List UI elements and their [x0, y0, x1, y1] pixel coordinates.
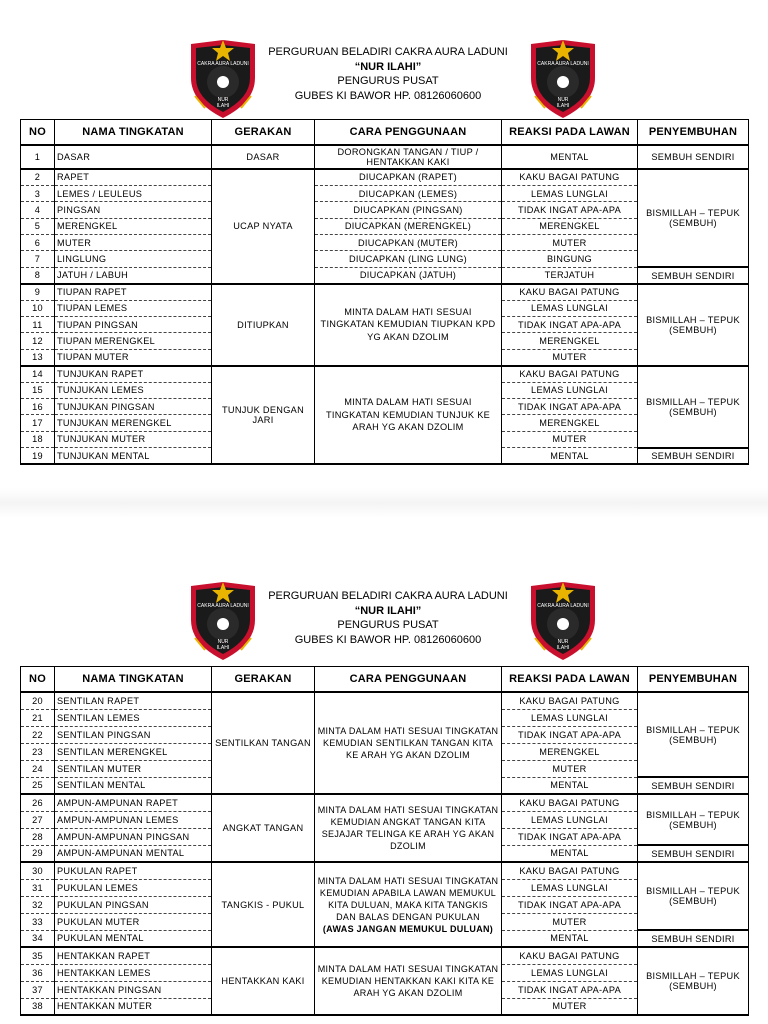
svg-text:NUR: NUR	[557, 639, 569, 645]
col-cara-penggunaan-header: CARA PENGGUNAAN	[315, 667, 502, 693]
nama-tingkatan-cell: DASAR	[55, 145, 212, 169]
penyembuhan-cell: SEMBUH SENDIRI	[638, 777, 749, 794]
cara-penggunaan-text: MINTA DALAM HATI SESUAI TINGKATAN KEMUDIAN TUNJUK KE ARAH YG AKAN DZOLIM	[325, 397, 491, 433]
penyembuhan-cell: SEMBUH SENDIRI	[638, 845, 749, 862]
row-number: 36	[21, 964, 55, 981]
cakra-aura-laduni-logo	[527, 38, 599, 120]
row-number: 31	[21, 879, 55, 896]
cara-penggunaan-cell: DIUCAPKAN (JATUH)	[315, 267, 502, 283]
nama-tingkatan-cell: TUNJUKAN MERENGKEL	[55, 415, 212, 431]
row-number: 20	[21, 692, 55, 709]
nama-tingkatan-cell: TIUPAN MERENGKEL	[55, 333, 212, 349]
reaksi-pada-lawan-cell: MUTER	[502, 998, 638, 1015]
row-number: 23	[21, 743, 55, 760]
cakra-aura-laduni-logo	[187, 580, 259, 662]
reaksi-pada-lawan-cell: MUTER	[502, 913, 638, 930]
row-number: 26	[21, 794, 55, 811]
reaksi-pada-lawan-cell: MUTER	[502, 760, 638, 777]
nama-tingkatan-cell: TUNJUKAN LEMES	[55, 382, 212, 398]
penyembuhan-cell: BISMILLAH – TEPUK (SEMBUH)	[638, 169, 749, 267]
gerakan-cell: HENTAKKAN KAKI	[212, 947, 315, 1015]
reaksi-pada-lawan-cell: LEMAS LUNGLAI	[502, 811, 638, 828]
svg-text:ILAHI: ILAHI	[216, 103, 230, 109]
cara-penggunaan-cell	[315, 947, 502, 1015]
reaksi-pada-lawan-cell: MERENGKEL	[502, 415, 638, 431]
nama-tingkatan-cell: LINGLUNG	[55, 251, 212, 267]
nama-tingkatan-cell: PINGSAN	[55, 202, 212, 218]
cara-penggunaan-text: MINTA DALAM HATI SESUAI TINGKATAN KEMUDIAN SENTILKAN TANGAN KITA KE ARAH YG AKAN DZOLIM	[317, 726, 499, 760]
org-board: PENGURUS PUSAT	[337, 75, 439, 87]
table-row	[21, 947, 749, 964]
table-header-row	[21, 667, 749, 693]
row-number: 33	[21, 913, 55, 930]
row-number: 32	[21, 896, 55, 913]
cara-penggunaan-cell: DIUCAPKAN (RAPET)	[315, 169, 502, 185]
cara-penggunaan-text: MINTA DALAM HATI SESUAI TINGKATAN KEMUDIAN APABILA LAWAN MEMUKUL KITA DULUAN, MAKA KITA TANGKIS DAN BALAS DENGAN PUKULAN	[317, 875, 499, 922]
table-row	[21, 692, 749, 709]
row-number: 24	[21, 760, 55, 777]
cara-penggunaan-text: MINTA DALAM HATI SESUAI TINGKATAN KEMUDIAN HENTAKKAN KAKI KITA KE ARAH YG AKAN DZOLIM	[317, 964, 499, 998]
row-number: 1	[21, 145, 55, 169]
reaksi-pada-lawan-cell: TIDAK INGAT APA-APA	[502, 202, 638, 218]
page-separator	[0, 488, 768, 518]
nama-tingkatan-cell: TUNJUKAN RAPET	[55, 366, 212, 382]
nama-tingkatan-cell: SENTILAN MENTAL	[55, 777, 212, 794]
page-header	[0, 0, 768, 120]
table-row	[21, 145, 749, 169]
header-text	[250, 45, 526, 103]
col-no-header: NO	[21, 667, 55, 693]
svg-text:NUR: NUR	[557, 97, 569, 103]
reaksi-pada-lawan-cell: KAKU BAGAI PATUNG	[502, 169, 638, 185]
reaksi-pada-lawan-cell: MENTAL	[502, 448, 638, 464]
svg-text:CAKRA AURA LADUNI: CAKRA AURA LADUNI	[537, 61, 589, 67]
reaksi-pada-lawan-cell: TIDAK INGAT APA-APA	[502, 726, 638, 743]
cara-penggunaan-cell	[315, 366, 502, 464]
row-number: 35	[21, 947, 55, 964]
row-number: 34	[21, 930, 55, 947]
reaksi-pada-lawan-cell: LEMAS LUNGLAI	[502, 709, 638, 726]
row-number: 14	[21, 366, 55, 382]
cakra-aura-laduni-logo	[527, 580, 599, 662]
cara-penggunaan-cell: DIUCAPKAN (LEMES)	[315, 185, 502, 201]
nama-tingkatan-cell: TIUPAN PINGSAN	[55, 317, 212, 333]
svg-text:CAKRA AURA LADUNI: CAKRA AURA LADUNI	[197, 603, 249, 609]
cara-penggunaan-cell	[315, 794, 502, 862]
row-number: 12	[21, 333, 55, 349]
table-row	[21, 169, 749, 185]
penyembuhan-cell: SEMBUH SENDIRI	[638, 267, 749, 283]
gerakan-cell: DITIUPKAN	[212, 284, 315, 366]
nama-tingkatan-cell: SENTILAN LEMES	[55, 709, 212, 726]
nama-tingkatan-cell: AMPUN-AMPUNAN MENTAL	[55, 845, 212, 862]
header-text	[250, 589, 526, 647]
page-header	[0, 548, 768, 668]
nama-tingkatan-cell: JATUH / LABUH	[55, 267, 212, 283]
cara-penggunaan-cell: DORONGKAN TANGAN / TIUP / HENTAKKAN KAKI	[315, 145, 502, 169]
nama-tingkatan-cell: PUKULAN PINGSAN	[55, 896, 212, 913]
cara-penggunaan-warning: (AWAS JANGAN MEMUKUL DULUAN)	[322, 923, 494, 934]
row-number: 13	[21, 349, 55, 365]
reaksi-pada-lawan-cell: LEMAS LUNGLAI	[502, 382, 638, 398]
nama-tingkatan-cell: HENTAKKAN MUTER	[55, 998, 212, 1015]
row-number: 25	[21, 777, 55, 794]
reaksi-pada-lawan-cell: TIDAK INGAT APA-APA	[502, 981, 638, 998]
org-name: PERGURUAN BELADIRI CAKRA AURA LADUNI	[268, 46, 508, 58]
penyembuhan-cell: SEMBUH SENDIRI	[638, 145, 749, 169]
row-number: 10	[21, 300, 55, 316]
row-number: 29	[21, 845, 55, 862]
reaksi-pada-lawan-cell: KAKU BAGAI PATUNG	[502, 794, 638, 811]
org-subtitle: “NUR ILAHI”	[354, 604, 422, 617]
nama-tingkatan-cell: AMPUN-AMPUNAN RAPET	[55, 794, 212, 811]
reaksi-pada-lawan-cell: KAKU BAGAI PATUNG	[502, 284, 638, 300]
col-gerakan-header: GERAKAN	[212, 120, 315, 146]
reaksi-pada-lawan-cell: BINGUNG	[502, 251, 638, 267]
gerakan-cell: SENTILKAN TANGAN	[212, 692, 315, 794]
penyembuhan-cell: BISMILLAH – TEPUK (SEMBUH)	[638, 366, 749, 448]
technique-table-1	[20, 119, 749, 465]
cara-penggunaan-cell: DIUCAPKAN (PINGSAN)	[315, 202, 502, 218]
row-number: 7	[21, 251, 55, 267]
reaksi-pada-lawan-cell: MERENGKEL	[502, 743, 638, 760]
svg-text:NUR: NUR	[217, 97, 229, 103]
penyembuhan-cell: BISMILLAH – TEPUK (SEMBUH)	[638, 862, 749, 930]
reaksi-pada-lawan-cell: KAKU BAGAI PATUNG	[502, 366, 638, 382]
row-number: 15	[21, 382, 55, 398]
col-nama-tingkatan-header: NAMA TINGKATAN	[55, 120, 212, 146]
table-row	[21, 267, 749, 283]
col-no-header: NO	[21, 120, 55, 146]
org-board: PENGURUS PUSAT	[337, 619, 439, 631]
row-number: 17	[21, 415, 55, 431]
nama-tingkatan-cell: PUKULAN MENTAL	[55, 930, 212, 947]
org-contact: GUBES KI BAWOR HP. 08126060600	[294, 89, 482, 102]
gerakan-cell: UCAP NYATA	[212, 169, 315, 284]
nama-tingkatan-cell: TUNJUKAN PINGSAN	[55, 398, 212, 414]
col-cara-penggunaan-header: CARA PENGGUNAAN	[315, 120, 502, 146]
row-number: 4	[21, 202, 55, 218]
reaksi-pada-lawan-cell: MUTER	[502, 431, 638, 447]
row-number: 8	[21, 267, 55, 283]
reaksi-pada-lawan-cell: TIDAK INGAT APA-APA	[502, 828, 638, 845]
nama-tingkatan-cell: PUKULAN RAPET	[55, 862, 212, 879]
nama-tingkatan-cell: AMPUN-AMPUNAN PINGSAN	[55, 828, 212, 845]
org-contact: GUBES KI BAWOR HP. 08126060600	[294, 633, 482, 646]
col-penyembuhan-header: PENYEMBUHAN	[638, 120, 749, 146]
table-header-row	[21, 120, 749, 146]
nama-tingkatan-cell: TUNJUKAN MUTER	[55, 431, 212, 447]
reaksi-pada-lawan-cell: MERENGKEL	[502, 333, 638, 349]
reaksi-pada-lawan-cell: KAKU BAGAI PATUNG	[502, 862, 638, 879]
gerakan-cell: TANGKIS - PUKUL	[212, 862, 315, 947]
row-number: 21	[21, 709, 55, 726]
cara-penggunaan-cell: DIUCAPKAN (MUTER)	[315, 235, 502, 251]
nama-tingkatan-cell: TIUPAN RAPET	[55, 284, 212, 300]
cara-penggunaan-cell	[315, 284, 502, 366]
penyembuhan-cell: BISMILLAH – TEPUK (SEMBUH)	[638, 692, 749, 777]
penyembuhan-cell: SEMBUH SENDIRI	[638, 930, 749, 947]
reaksi-pada-lawan-cell: TIDAK INGAT APA-APA	[502, 317, 638, 333]
cara-penggunaan-cell: DIUCAPKAN (MERENGKEL)	[315, 218, 502, 234]
nama-tingkatan-cell: PUKULAN MUTER	[55, 913, 212, 930]
penyembuhan-cell: SEMBUH SENDIRI	[638, 448, 749, 464]
reaksi-pada-lawan-cell: MENTAL	[502, 930, 638, 947]
nama-tingkatan-cell: HENTAKKAN LEMES	[55, 964, 212, 981]
nama-tingkatan-cell: SENTILAN MERENGKEL	[55, 743, 212, 760]
gerakan-cell: TUNJUK DENGAN JARI	[212, 366, 315, 464]
gerakan-cell: DASAR	[212, 145, 315, 169]
reaksi-pada-lawan-cell: KAKU BAGAI PATUNG	[502, 947, 638, 964]
col-reaksi-pada-lawan-header: REAKSI PADA LAWAN	[502, 667, 638, 693]
svg-text:NUR: NUR	[217, 639, 229, 645]
svg-text:ILAHI: ILAHI	[556, 645, 570, 651]
row-number: 27	[21, 811, 55, 828]
nama-tingkatan-cell: RAPET	[55, 169, 212, 185]
nama-tingkatan-cell: TIUPAN LEMES	[55, 300, 212, 316]
col-nama-tingkatan-header: NAMA TINGKATAN	[55, 667, 212, 693]
row-number: 5	[21, 218, 55, 234]
col-reaksi-pada-lawan-header: REAKSI PADA LAWAN	[502, 120, 638, 146]
penyembuhan-cell: BISMILLAH – TEPUK (SEMBUH)	[638, 794, 749, 845]
table-row	[21, 862, 749, 879]
svg-text:CAKRA AURA LADUNI: CAKRA AURA LADUNI	[537, 603, 589, 609]
cara-penggunaan-text: MINTA DALAM HATI SESUAI TINGKATAN KEMUDIAN ANGKAT TANGAN KITA SEJAJAR TELINGA KE ARAH YG AKAN DZOLIM	[317, 805, 499, 851]
cakra-aura-laduni-logo	[187, 38, 259, 120]
cara-penggunaan-text: MINTA DALAM HATI SESUAI TINGKATAN KEMUDIAN TIUPKAN KPD YG AKAN DZOLIM	[320, 306, 496, 342]
svg-text:CAKRA AURA LADUNI: CAKRA AURA LADUNI	[197, 61, 249, 67]
row-number: 11	[21, 317, 55, 333]
table-row	[21, 794, 749, 811]
col-penyembuhan-header: PENYEMBUHAN	[638, 667, 749, 693]
nama-tingkatan-cell: AMPUN-AMPUNAN LEMES	[55, 811, 212, 828]
technique-table-2	[20, 666, 749, 1016]
nama-tingkatan-cell: SENTILAN PINGSAN	[55, 726, 212, 743]
reaksi-pada-lawan-cell: MUTER	[502, 235, 638, 251]
reaksi-pada-lawan-cell: TIDAK INGAT APA-APA	[502, 896, 638, 913]
row-number: 9	[21, 284, 55, 300]
org-name: PERGURUAN BELADIRI CAKRA AURA LADUNI	[268, 590, 508, 602]
reaksi-pada-lawan-cell: MENTAL	[502, 845, 638, 862]
reaksi-pada-lawan-cell: LEMAS LUNGLAI	[502, 879, 638, 896]
penyembuhan-cell: BISMILLAH – TEPUK (SEMBUH)	[638, 284, 749, 366]
reaksi-pada-lawan-cell: MENTAL	[502, 777, 638, 794]
gerakan-cell: ANGKAT TANGAN	[212, 794, 315, 862]
nama-tingkatan-cell: MUTER	[55, 235, 212, 251]
reaksi-pada-lawan-cell: KAKU BAGAI PATUNG	[502, 692, 638, 709]
row-number: 30	[21, 862, 55, 879]
row-number: 38	[21, 998, 55, 1015]
nama-tingkatan-cell: TIUPAN MUTER	[55, 349, 212, 365]
org-subtitle: “NUR ILAHI”	[354, 60, 422, 73]
reaksi-pada-lawan-cell: LEMAS LUNGLAI	[502, 964, 638, 981]
cara-penggunaan-cell	[315, 862, 502, 947]
cara-penggunaan-cell: DIUCAPKAN (LING LUNG)	[315, 251, 502, 267]
reaksi-pada-lawan-cell: LEMAS LUNGLAI	[502, 300, 638, 316]
cara-penggunaan-cell	[315, 692, 502, 794]
nama-tingkatan-cell: HENTAKKAN RAPET	[55, 947, 212, 964]
row-number: 18	[21, 431, 55, 447]
nama-tingkatan-cell: SENTILAN RAPET	[55, 692, 212, 709]
svg-text:ILAHI: ILAHI	[556, 103, 570, 109]
reaksi-pada-lawan-cell: MERENGKEL	[502, 218, 638, 234]
reaksi-pada-lawan-cell: MENTAL	[502, 145, 638, 169]
row-number: 6	[21, 235, 55, 251]
nama-tingkatan-cell: HENTAKKAN PINGSAN	[55, 981, 212, 998]
nama-tingkatan-cell: SENTILAN MUTER	[55, 760, 212, 777]
table-row	[21, 366, 749, 382]
reaksi-pada-lawan-cell: TIDAK INGAT APA-APA	[502, 398, 638, 414]
row-number: 3	[21, 185, 55, 201]
nama-tingkatan-cell: MERENGKEL	[55, 218, 212, 234]
col-gerakan-header: GERAKAN	[212, 667, 315, 693]
row-number: 28	[21, 828, 55, 845]
penyembuhan-cell: BISMILLAH – TEPUK (SEMBUH)	[638, 947, 749, 1015]
row-number: 22	[21, 726, 55, 743]
reaksi-pada-lawan-cell: LEMAS LUNGLAI	[502, 185, 638, 201]
reaksi-pada-lawan-cell: TERJATUH	[502, 267, 638, 283]
row-number: 16	[21, 398, 55, 414]
nama-tingkatan-cell: TUNJUKAN MENTAL	[55, 448, 212, 464]
row-number: 37	[21, 981, 55, 998]
svg-text:ILAHI: ILAHI	[216, 645, 230, 651]
row-number: 19	[21, 448, 55, 464]
row-number: 2	[21, 169, 55, 185]
nama-tingkatan-cell: PUKULAN LEMES	[55, 879, 212, 896]
nama-tingkatan-cell: LEMES / LEULEUS	[55, 185, 212, 201]
table-row	[21, 284, 749, 300]
reaksi-pada-lawan-cell: MUTER	[502, 349, 638, 365]
